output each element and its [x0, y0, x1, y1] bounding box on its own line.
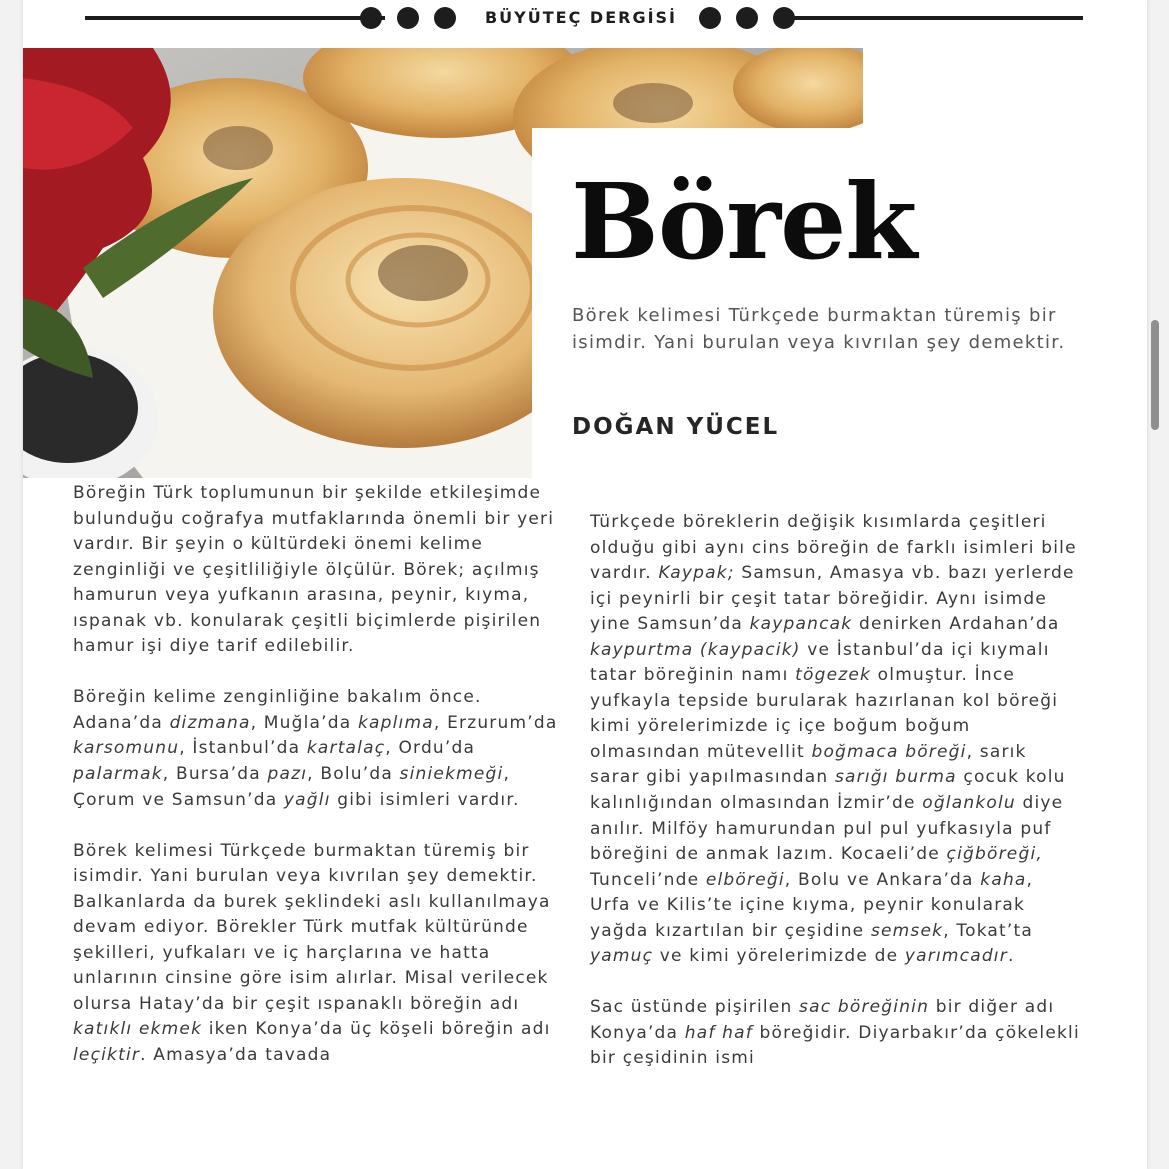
text-run: böreğidir. Diyarbakır’da çökelekli bir çeşidinin ismi: [590, 1022, 1080, 1069]
italic-term: kaypancak: [749, 614, 853, 635]
magazine-page: [23, 0, 1147, 1169]
italic-term: kaha: [980, 869, 1027, 890]
italic-term: siniekmeği: [399, 763, 504, 784]
italic-term: karsomunu: [73, 738, 180, 759]
header-dot-left-3: [434, 7, 456, 29]
text-run: Sac üstünde pişirilen: [590, 997, 800, 1018]
italic-term: kartalaç: [306, 738, 386, 759]
italic-term: sac böreğinin: [799, 997, 930, 1018]
italic-term: elböreği: [705, 869, 785, 890]
body-paragraph: [590, 995, 1080, 1072]
article-author: DOĞAN YÜCEL: [572, 414, 780, 440]
italic-term: palarmak: [73, 763, 163, 784]
italic-term: semsek: [870, 920, 944, 941]
text-run: ve kimi yörelerimizde de: [653, 946, 905, 967]
magazine-name: BÜYÜTEÇ DERGİSİ: [484, 8, 677, 27]
italic-term: kaplıma: [357, 712, 434, 733]
italic-term: kaypurtma (kaypacik): [590, 639, 801, 660]
text-run: , Bursa’da: [162, 763, 268, 784]
italic-term: dizmana: [169, 712, 251, 733]
text-run: , Muğla’da: [250, 712, 358, 733]
body-paragraph: [73, 481, 568, 660]
italic-term: çiğböreği,: [946, 844, 1043, 865]
body-column-right: [590, 510, 1080, 1097]
text-run: gibi isimleri vardır.: [330, 789, 520, 810]
italic-term: yamuç: [590, 946, 654, 967]
text-run: Tunceli’nde: [590, 869, 706, 890]
italic-term: boğmaca böreği: [811, 741, 967, 762]
text-run: diye anılır. Milföy hamurundan pul pul yufkasıyla puf böreğini de anmak lazım. Kocaeli’de: [590, 793, 1064, 865]
italic-term: yağlı: [283, 789, 331, 810]
italic-term: oğlankolu: [922, 793, 1016, 814]
italic-term: yarımcadır: [904, 946, 1008, 967]
text-run: , İstanbul’da: [179, 738, 307, 759]
text-run: ve İstanbul’da içi kıymalı tatar böreğinin namı: [590, 639, 1050, 686]
body-column-left: [73, 481, 568, 1094]
italic-term: sarığı burma: [834, 767, 957, 788]
article-title: Börek: [571, 160, 917, 283]
text-run: denirken Ardahan’da: [852, 614, 1060, 635]
text-run: çocuk kolu kalınlığından olmasından İzmir’de: [590, 767, 1066, 814]
body-paragraph: [590, 510, 1080, 970]
italic-term: katıklı ekmek: [73, 1019, 203, 1040]
text-run: , Erzurum’da: [433, 712, 558, 733]
text-run: Böreğin Türk toplumunun bir şekilde etkileşimde bulunduğu coğrafya mutfaklarında önemli bir yeri vardır. Bir şeyin o kültürdeki önemi kelime zenginliği ve çeşitliliğiyle ölçülür. Börek; açılmış hamurun veya yufkanın arasına, peynir, kıyma, ıspanak vb. konularak çeşitli biçimlerde pişirilen hamur işi diye tarif edilebilir.: [73, 483, 555, 657]
text-run: , Urfa ve Kilis’te içine kıyma, peynir konularak yağda kızartılan bir çeşidine: [590, 869, 1034, 941]
header-dot-right-2: [736, 7, 758, 29]
text-run: olmuştur. İnce yufkayla tepside burularak hazırlanan kol böreği kimi yörelerimizde iç içe boğum boğum olmasından mütevellit: [590, 665, 1059, 762]
italic-term: tögezek: [795, 665, 872, 686]
header-rule-left: [85, 16, 385, 20]
text-run: Samsun, Amasya vb. bazı yerlerde içi peynirli bir çeşit tatar böreğidir. Aynı isimde yine Samsun’da: [590, 563, 1075, 635]
body-paragraph: [73, 685, 568, 813]
body-paragraph: [73, 839, 568, 1069]
text-run: . Amasya’da tavada: [140, 1044, 332, 1065]
header-dot-left-2: [397, 7, 419, 29]
text-run: iken Konya’da üç köşeli böreğin adı: [202, 1019, 551, 1040]
text-run: , Tokat’ta: [943, 920, 1034, 941]
header-dot-left-1: [360, 7, 382, 29]
italic-term: haf haf: [684, 1022, 753, 1043]
text-run: , Çorum ve Samsun’da: [73, 763, 511, 810]
text-run: Börek kelimesi Türkçede burmaktan türemiş bir isimdir. Yani burulan veya kıvrılan şey demektir. Balkanlarda da burek şeklindeki aslı kullanılmaya devam ediyor. Börekler Türk mutfak kültüründe şekilleri, yufkaları ve iç harçlarına ve hatta unlarının cinsine göre isim alırlar. Misal verilecek olursa Hatay’da bir çeşit ıspanaklı böreğin adı: [73, 840, 551, 1014]
text-run: Böreğin kelime zenginliğine bakalım önce. Adana’da: [73, 687, 482, 733]
text-run: .: [1007, 946, 1015, 967]
header-dot-right-1: [699, 7, 721, 29]
text-run: , sarık sarar gibi yapılmasından: [590, 741, 1027, 788]
italic-term: Kaypak;: [658, 563, 735, 584]
text-run: bir diğer adı Konya’da: [590, 997, 1055, 1043]
italic-term: leçiktir: [73, 1044, 141, 1065]
text-run: , Bolu’da: [307, 763, 400, 784]
text-run: , Bolu ve Ankara’da: [784, 869, 981, 890]
scrollbar-thumb[interactable]: [1151, 320, 1159, 430]
article-subtitle: Börek kelimesi Türkçede burmaktan türemiş bir isimdir. Yani burulan veya kıvrılan şey demektir.: [572, 305, 1066, 353]
text-run: Türkçede böreklerin değişik kısımlarda çeşitleri olduğu gibi aynı cins böreğin de farklı isimleri bile vardır.: [590, 512, 1077, 584]
italic-term: pazı: [267, 763, 308, 784]
text-run: , Ordu’da: [385, 738, 476, 759]
header-rule-right: [783, 16, 1083, 20]
